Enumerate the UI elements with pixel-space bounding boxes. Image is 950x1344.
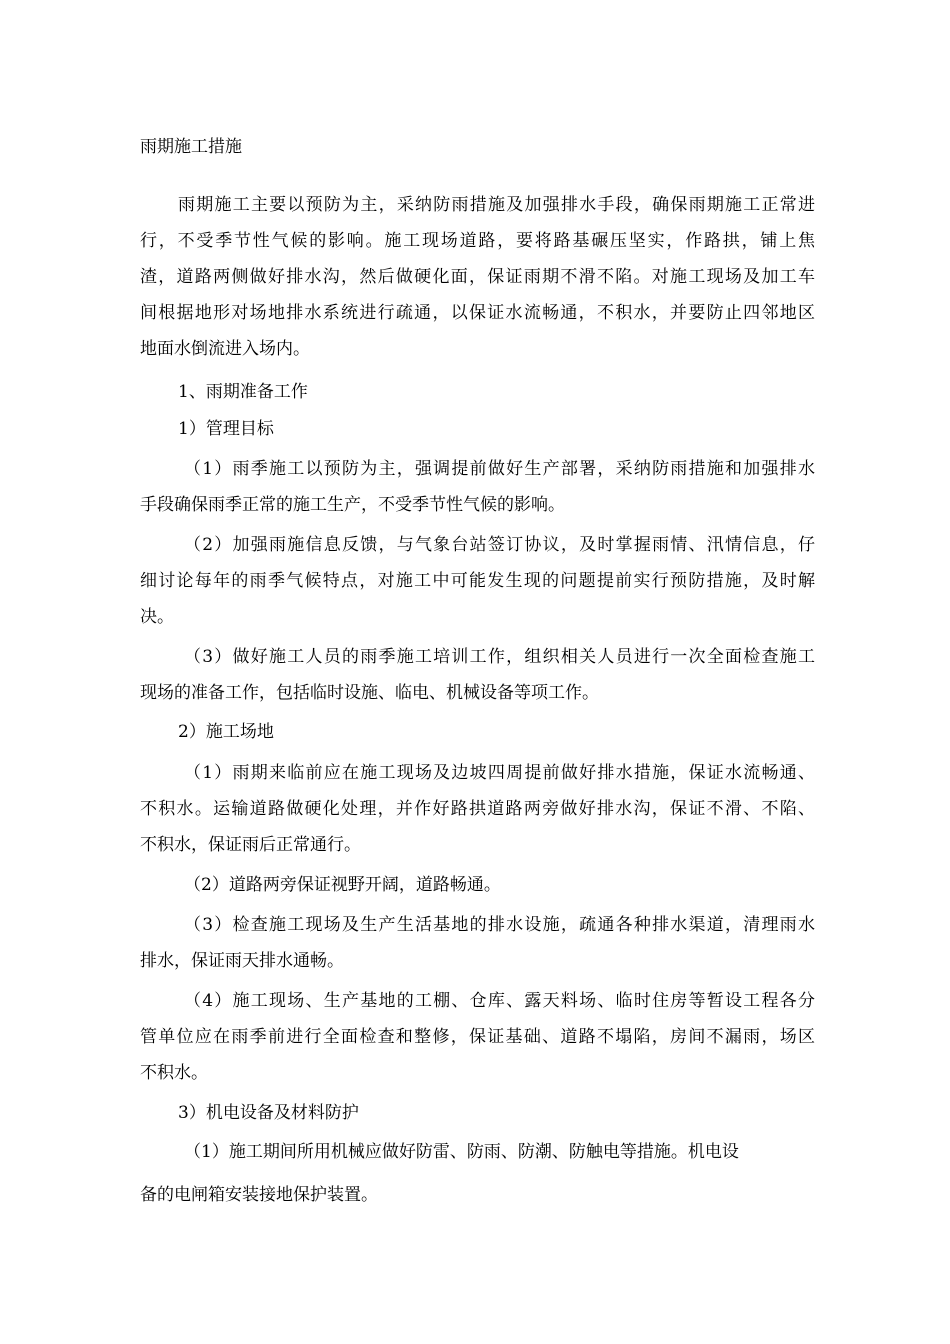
paragraph-line: （2）加强雨施信息反馈，与气象台站签订协议，及时掌握雨情、汛情信息，仔: [184, 535, 815, 555]
subsection-heading: 3）机电设备及材料防护: [178, 1103, 359, 1123]
subsection-heading: 2）施工场地: [178, 722, 274, 742]
paragraph-line: 不积水。: [140, 1063, 208, 1083]
section-heading: 1、雨期准备工作: [178, 382, 308, 402]
paragraph-line: 管单位应在雨季前进行全面检查和整修，保证基础、道路不塌陷，房间不漏雨，场区: [140, 1027, 815, 1047]
paragraph-line: 不积水，保证雨后正常通行。: [140, 835, 361, 855]
paragraph-line: 现场的准备工作，包括临时设施、临电、机械设备等项工作。: [140, 683, 599, 703]
intro-line-3: 渣，道路两侧做好排水沟，然后做硬化面，保证雨期不滑不陷。对施工现场及加工车: [140, 267, 815, 287]
paragraph-line: （4）施工现场、生产基地的工棚、仓库、露天料场、临时住房等暂设工程各分: [184, 991, 815, 1011]
paragraph-line: 排水，保证雨天排水通畅。: [140, 951, 344, 971]
intro-line-1: 雨期施工主要以预防为主，采纳防雨措施及加强排水手段，确保雨期施工正常进: [178, 195, 815, 215]
intro-line-2: 行，不受季节性气候的影响。施工现场道路，要将路基碾压坚实，作路拱，铺上焦: [140, 231, 815, 251]
paragraph-line: 细讨论每年的雨季气候特点，对施工中可能发生现的问题提前实行预防措施，及时解: [140, 571, 815, 591]
document-title: 雨期施工措施: [140, 137, 242, 157]
paragraph-line: （1）施工期间所用机械应做好防雷、防雨、防潮、防触电等措施。机电设: [184, 1142, 739, 1162]
paragraph-line: （1）雨期来临前应在施工现场及边坡四周提前做好排水措施，保证水流畅通、: [184, 763, 815, 783]
paragraph-line: （2）道路两旁保证视野开阔，道路畅通。: [184, 875, 501, 895]
paragraph-line: 手段确保雨季正常的施工生产，不受季节性气候的影响。: [140, 495, 565, 515]
intro-line-5: 地面水倒流进入场内。: [140, 339, 310, 359]
paragraph-line: 决。: [140, 607, 174, 627]
paragraph-line: （3）做好施工人员的雨季施工培训工作，组织相关人员进行一次全面检查施工: [184, 647, 815, 667]
subsection-heading: 1）管理目标: [178, 419, 274, 439]
paragraph-line: 不积水。运输道路做硬化处理，并作好路拱道路两旁做好排水沟，保证不滑、不陷、: [140, 799, 815, 819]
intro-line-4: 间根据地形对场地排水系统进行疏通，以保证水流畅通，不积水，并要防止四邻地区: [140, 303, 815, 323]
paragraph-line: 备的电闸箱安装接地保护装置。: [140, 1185, 378, 1205]
paragraph-line: （3）检查施工现场及生产生活基地的排水设施，疏通各种排水渠道，清理雨水: [184, 915, 815, 935]
paragraph-line: （1）雨季施工以预防为主，强调提前做好生产部署，采纳防雨措施和加强排水: [184, 459, 815, 479]
